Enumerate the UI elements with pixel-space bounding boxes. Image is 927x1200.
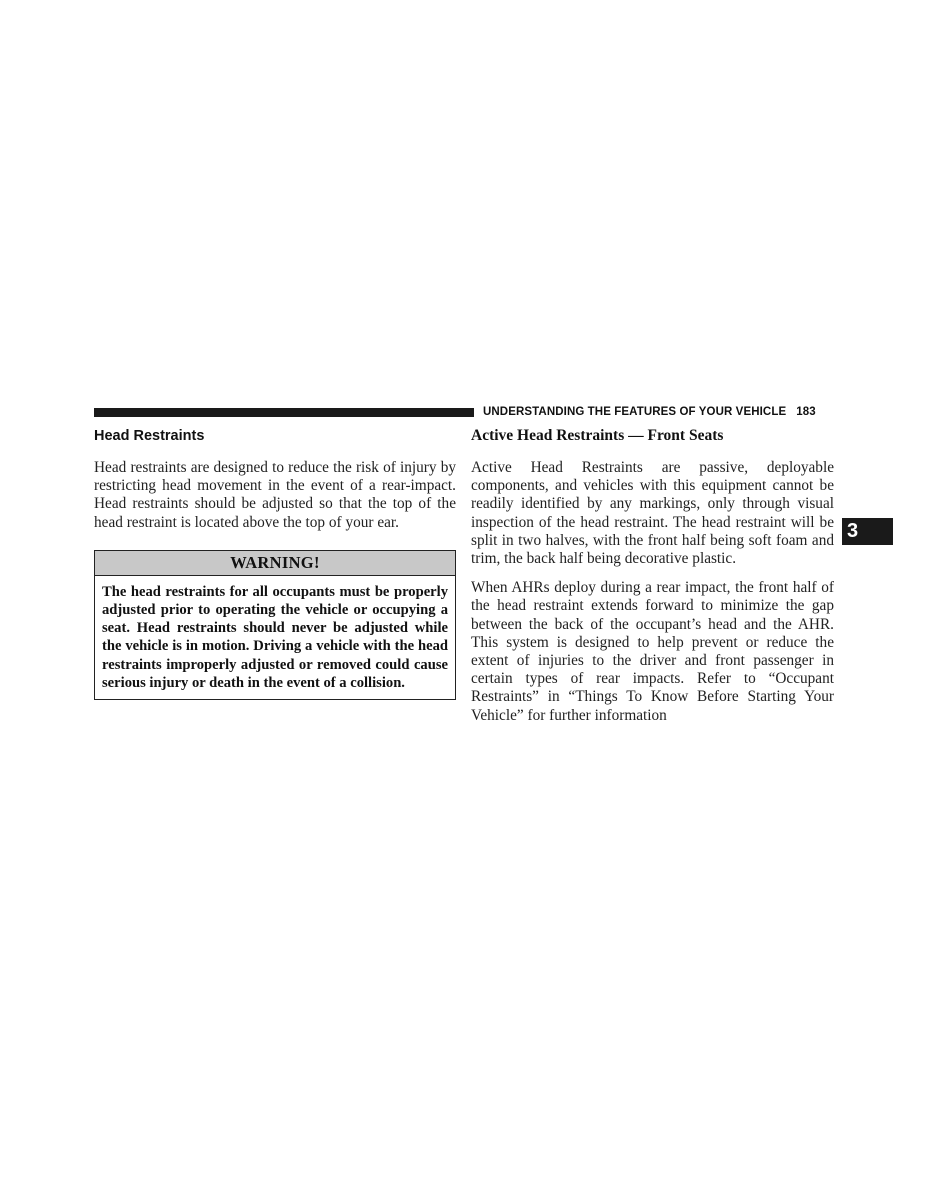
section-heading-active-head-restraints: Active Head Restraints — Front Seats	[471, 427, 724, 444]
ahr-paragraph-2: When AHRs deploy during a rear impact, the front half of the head restraint extends forward to minimize the gap between the back of the occupant’s head and the AHR. This system is designed to help prevent or reduce the extent of injuries to the driver and front passenger in certain types of rear impacts. Refer to “Occupant Restraints” in “Things To Know Before Starting Your Vehicle” for further information	[471, 579, 834, 724]
warning-title: WARNING!	[95, 551, 455, 576]
header-rule-bar	[94, 408, 474, 417]
warning-text: The head restraints for all occupants must be properly adjusted prior to operating the vehicle or occupying a seat. Head restraints should never be adjusted while the vehicle is in motion. Driving a vehicle with the head restraints improperly adjusted or removed could cause serious injury or death in the event of a collision.	[102, 583, 448, 691]
running-head-title: UNDERSTANDING THE FEATURES OF YOUR VEHICLE	[483, 406, 787, 418]
warning-box	[94, 550, 456, 700]
ahr-paragraph-1: Active Head Restraints are passive, deployable components, and vehicles with this equipment cannot be readily identified by any markings, only through visual inspection of the head restraint. The head restraint will be split in two halves, with the front half being soft foam and trim, the back half being decorative plastic.	[471, 459, 834, 568]
running-head	[483, 406, 816, 418]
left-column	[94, 426, 456, 700]
right-column	[471, 426, 834, 725]
chapter-tab: 3	[842, 518, 893, 545]
head-restraints-paragraph: Head restraints are designed to reduce the risk of injury by restricting head movement in the event of a rear-impact. Head restraints should be adjusted so that the top of the head restraint is located above the top of your ear.	[94, 459, 456, 531]
page-number: 183	[796, 406, 816, 418]
section-heading-head-restraints: Head Restraints	[94, 428, 205, 444]
